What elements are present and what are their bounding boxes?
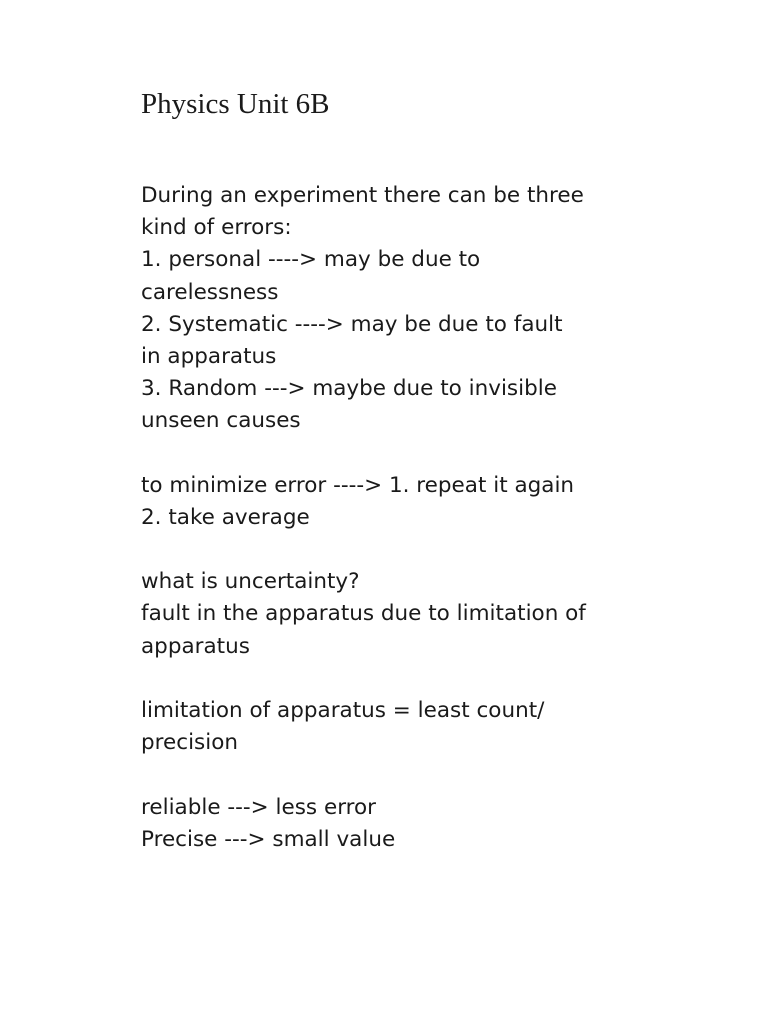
text-line: kind of errors: (141, 215, 292, 241)
text-line: During an experiment there can be three (141, 183, 584, 208)
document-body (141, 180, 641, 856)
text-line: fault in the apparatus due to limitation of (141, 601, 586, 627)
paragraph-break (141, 438, 641, 470)
page-title: Physics Unit 6B (141, 88, 330, 120)
text-line: limitation of apparatus = least count/ (141, 698, 545, 723)
text-line: Precise ---> small value (141, 826, 396, 852)
text-line: 2. Systematic ----> may be due to fault (141, 311, 563, 337)
text-line: 1. personal ----> may be due to (141, 247, 481, 273)
text-line: in apparatus (141, 343, 277, 369)
text-line: unseen causes (141, 408, 301, 434)
text-line: 2. take average (141, 504, 310, 530)
paragraph-break (141, 534, 641, 566)
paragraph-break (141, 759, 641, 791)
paragraph-break (141, 663, 641, 695)
text-line: reliable ---> less error (141, 794, 377, 820)
text-line: what is uncertainty? (141, 569, 360, 595)
text-line: carelessness (141, 279, 279, 305)
text-line: 3. Random ---> maybe due to invisible (141, 376, 557, 402)
text-line: to minimize error ----> 1. repeat it again (141, 472, 575, 498)
text-line: precision (141, 730, 238, 756)
text-line: apparatus (141, 633, 250, 659)
